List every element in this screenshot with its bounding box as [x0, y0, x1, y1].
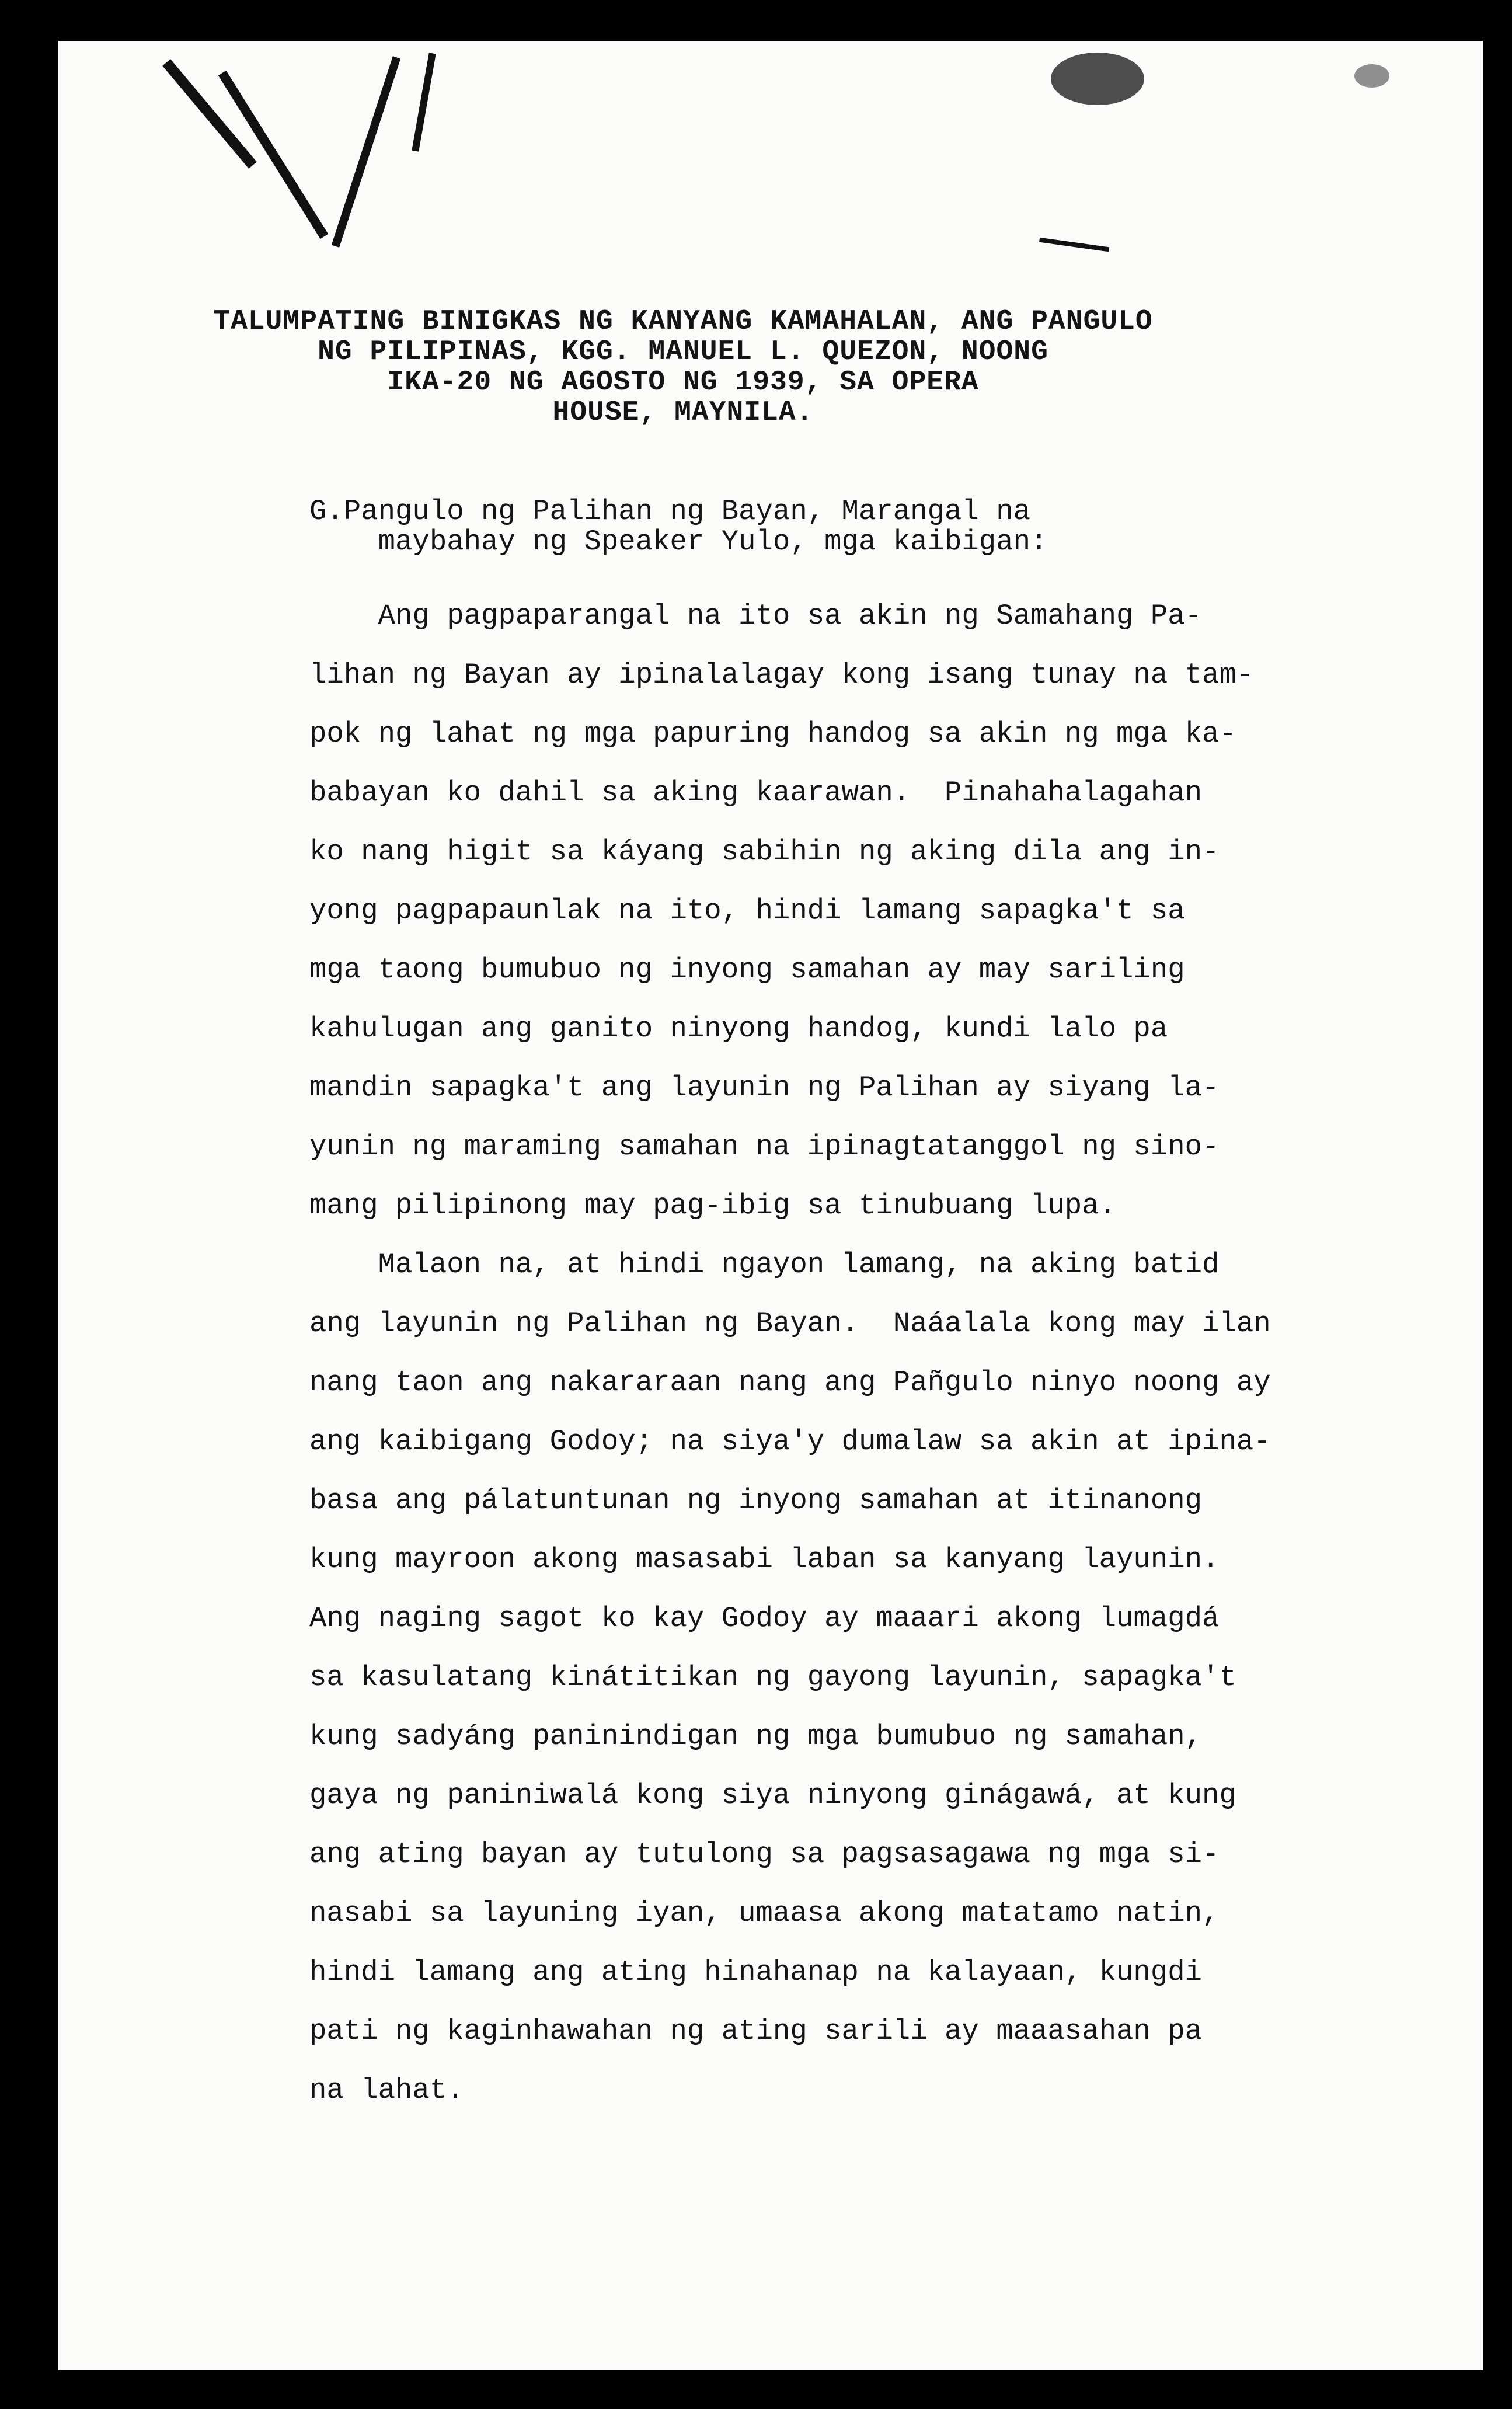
text-line: hindi lamang ang ating hinahanap na kalayaan, kungdi [309, 1956, 1203, 1989]
text-line: sa kasulatang kinátitikan ng gayong layunin, sapagka't [309, 1661, 1236, 1694]
text-line: Ang pagpaparangal na ito sa akin ng Samahang Pa- [309, 600, 1203, 632]
salutation-line: maybahay ng Speaker Yulo, mga kaibigan: [309, 525, 1048, 558]
text-line: ko nang higit sa káyang sabihin ng aking dila ang in- [309, 836, 1220, 868]
text-line: lihan ng Bayan ay ipinalalagay kong isang tunay na tam- [309, 659, 1254, 691]
text-line: mandin sapagka't ang layunin ng Palihan ay siyang la- [309, 1071, 1220, 1104]
ink-mark-5 [1039, 238, 1109, 252]
text-line: kung sadyáng paninindigan ng mga bumubuo ng samahan, [309, 1720, 1203, 1753]
text-line: mang pilipinong may pag-ibig sa tinubuang lupa. [309, 1189, 1117, 1222]
text-line: ang layunin ng Palihan ng Bayan. Naáalala kong may ilan [309, 1307, 1271, 1340]
speech-heading [58, 307, 1308, 428]
document-page [58, 41, 1483, 2370]
text-line: basa ang pálatuntunan ng inyong samahan at itinanong [309, 1484, 1203, 1517]
text-line: Ang naging sagot ko kay Godoy ay maaari akong lumagdá [309, 1602, 1220, 1635]
smudge-1 [1051, 53, 1144, 105]
salutation-line: G.Pangulo ng Palihan ng Bayan, Marangal na [309, 495, 1031, 528]
speech-body [309, 587, 1354, 2120]
text-line: pok ng lahat ng mga papuring handog sa akin ng mga ka- [309, 718, 1236, 750]
text-line: Malaon na, at hindi ngayon lamang, na aking batid [309, 1248, 1220, 1281]
text-line: babayan ko dahil sa aking kaarawan. Pinahahalagahan [309, 777, 1203, 809]
heading-line: NG PILIPINAS, KGG. MANUEL L. QUEZON, NOONG [318, 336, 1048, 368]
text-line: kung mayroon akong masasabi laban sa kanyang layunin. [309, 1543, 1220, 1576]
heading-line: TALUMPATING BINIGKAS NG KANYANG KAMAHALAN, ANG PANGULO [213, 306, 1153, 337]
text-line: nang taon ang nakararaan nang ang Pañgulo ninyo noong ay [309, 1366, 1271, 1399]
paragraph-2 [309, 1235, 1354, 2120]
text-line: pati ng kaginhawahan ng ating sarili ay maaasahan pa [309, 2015, 1203, 2048]
text-line: kahulugan ang ganito ninyong handog, kundi lalo pa [309, 1012, 1168, 1045]
paragraph-1 [309, 587, 1354, 1235]
text-line: nasabi sa layuning iyan, umaasa akong matatamo natin, [309, 1897, 1220, 1930]
ink-mark-4 [412, 53, 436, 152]
text-line: yunin ng maraming samahan na ipinagtatanggol ng sino- [309, 1130, 1220, 1163]
text-line: na lahat. [309, 2074, 464, 2107]
ink-mark-2 [218, 71, 328, 239]
text-line: yong pagpapaunlak na ito, hindi lamang sapagka't sa [309, 894, 1185, 927]
text-line: mga taong bumubuo ng inyong samahan ay may sariling [309, 953, 1185, 986]
text-line: gaya ng paniniwalá kong siya ninyong ginágawá, at kung [309, 1779, 1236, 1812]
smudge-2 [1354, 64, 1389, 88]
text-line: ang ating bayan ay tutulong sa pagsasagawa ng mga si- [309, 1838, 1220, 1871]
text-line: ang kaibigang Godoy; na siya'y dumalaw sa akin at ipina- [309, 1425, 1271, 1458]
heading-line: HOUSE, MAYNILA. [552, 397, 814, 429]
salutation [309, 496, 1047, 557]
heading-line: IKA-20 NG AGOSTO NG 1939, SA OPERA [387, 367, 979, 398]
ink-mark-3 [332, 56, 400, 248]
